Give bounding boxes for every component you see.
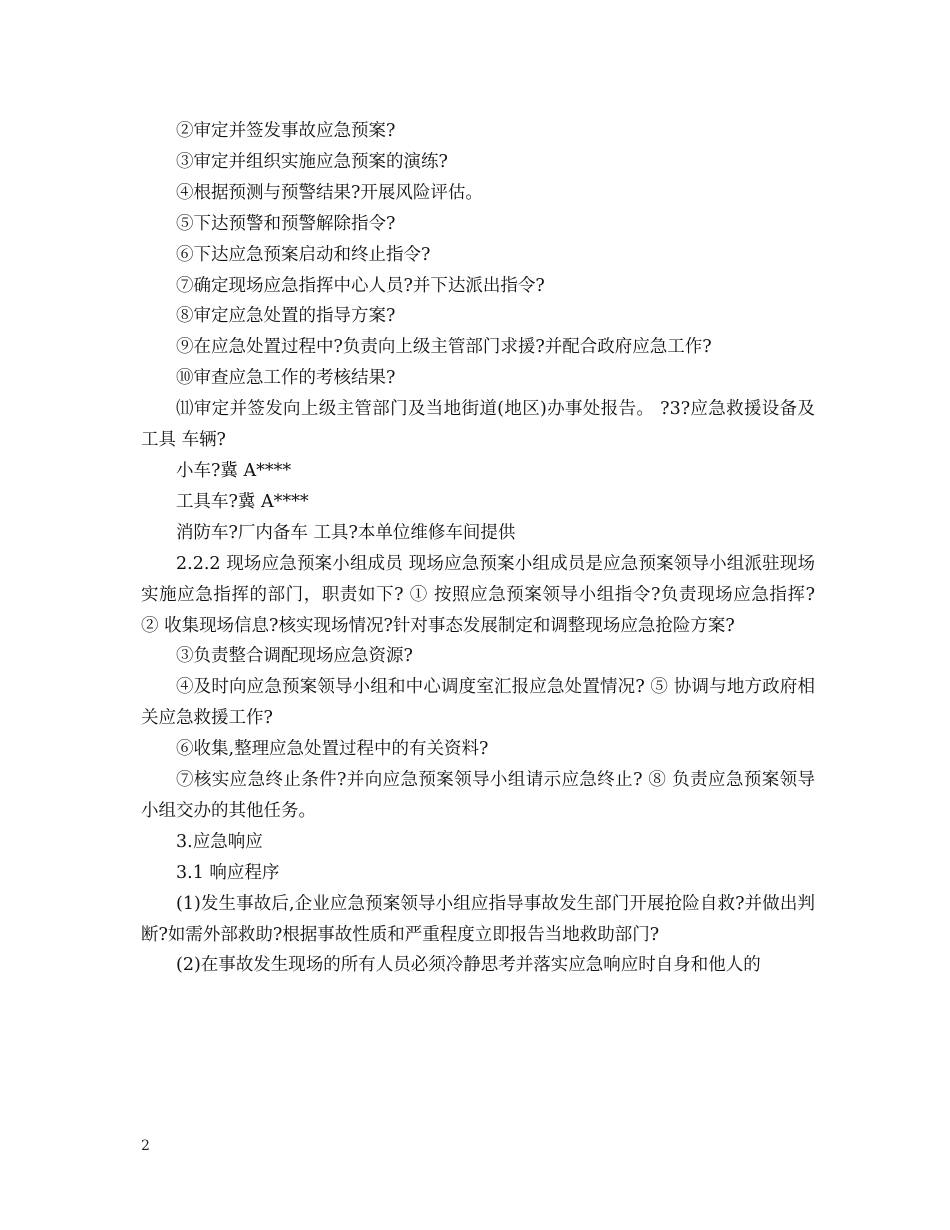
- procedure-2: (2)在事故发生现场的所有人员必须冷静思考并落实应急响应时自身和他人的: [176, 955, 761, 976]
- duty-6: ⑥收集,整理应急处置过程中的有关资料?: [176, 739, 489, 760]
- paragraph-9: ⑨在应急处置过程中?负责向上级主管部门求援?并配合政府应急工作?: [176, 337, 712, 358]
- paragraph-5: ⑤下达预警和预警解除指令?: [176, 213, 396, 234]
- paragraph-8: ⑧审定应急处置的指导方案?: [176, 306, 396, 327]
- document-body: [141, 116, 815, 981]
- section-2-2-2: 2.2.2 现场应急预案小组成员 现场应急预案小组成员是应急预案领导小组派驻现场实施应急指挥的部门，职责如下? ① 按照应急预案领导小组指令?负责现场应急指挥? ② 收集现场信息?核实现场情况?针对事态发展制定和调整现场应急抢险方案?: [141, 553, 815, 636]
- vehicle-car: 小车?冀 A****: [176, 460, 292, 481]
- paragraph-7: ⑦确定现场应急指挥中心人员?并下达派出指令?: [176, 275, 545, 296]
- section-heading-3-1: 3.1 响应程序: [176, 862, 280, 883]
- vehicle-tool-truck: 工具车?冀 A****: [176, 491, 309, 512]
- procedure-1: (1)发生事故后,企业应急预案领导小组应指导事故发生部门开展抢险自救?并做出判断?如需外部救助?根据事故性质和严重程度立即报告当地救助部门?: [141, 893, 815, 945]
- paragraph-11: ⑾审定并签发向上级主管部门及当地街道(地区)办事处报告。 ?3?应急救援设备及工具 车辆?: [141, 399, 815, 451]
- duty-3: ③负责整合调配现场应急资源?: [176, 646, 413, 667]
- duty-7-8: ⑦核实应急终止条件?并向应急预案领导小组请示应急终止? ⑧ 负责应急预案领导小组交办的其他任务。: [141, 770, 815, 821]
- paragraph-2: ②审定并签发事故应急预案?: [176, 121, 396, 141]
- paragraph-6: ⑥下达应急预案启动和终止指令?: [176, 244, 431, 265]
- vehicle-fire-truck: 消防车?厂内备车 工具?本单位维修车间提供: [176, 522, 516, 543]
- paragraph-3: ③审定并组织实施应急预案的演练?: [176, 151, 448, 172]
- paragraph-10: ⑩审查应急工作的考核结果?: [176, 368, 396, 389]
- page-number: 2: [141, 1138, 150, 1154]
- section-heading-3: 3.应急响应: [176, 831, 263, 852]
- duty-4-5: ④及时向应急预案领导小组和中心调度室汇报应急处置情况? ⑤ 协调与地方政府相关应急救援工作?: [141, 677, 815, 729]
- paragraph-4: ④根据预测与预警结果?开展风险评估。: [176, 182, 483, 203]
